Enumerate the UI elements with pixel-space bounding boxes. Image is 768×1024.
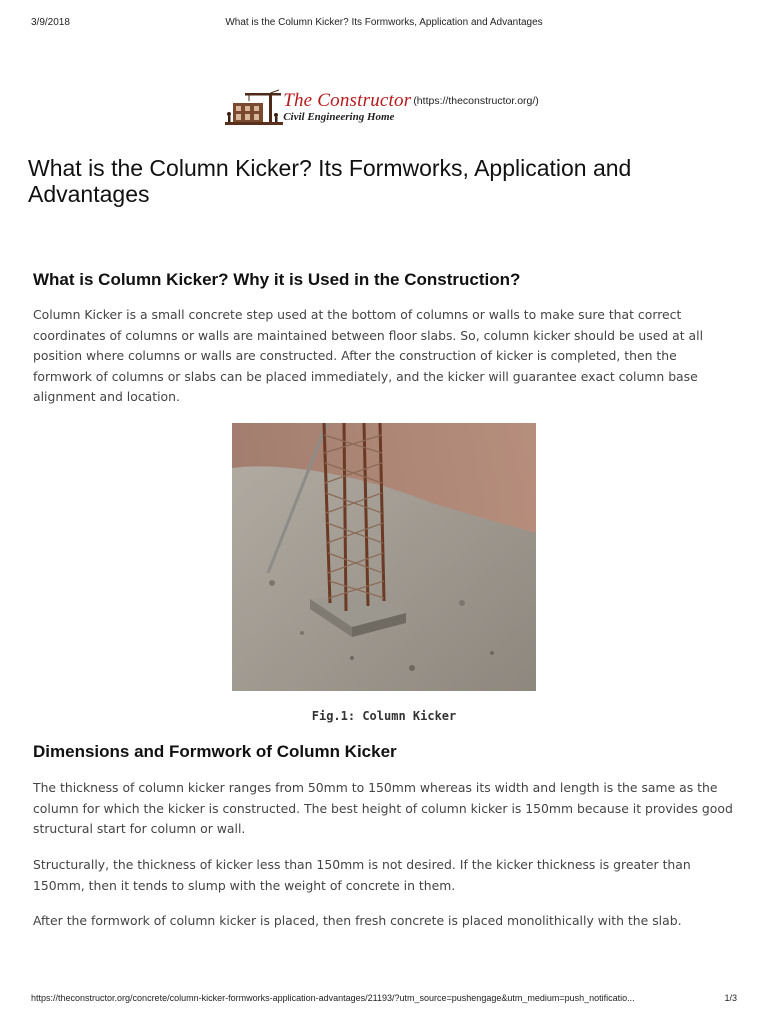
print-footer xyxy=(31,993,737,1007)
section-heading-dimensions: Dimensions and Formwork of Column Kicker xyxy=(33,742,397,761)
print-page-number: 1/3 xyxy=(724,993,737,1003)
section-heading-what-is-kicker: What is Column Kicker? Why it is Used in the Construction? xyxy=(33,270,521,289)
logo-text[interactable] xyxy=(283,91,411,123)
print-document-title: What is the Column Kicker? Its Formworks, Application and Advantages xyxy=(225,17,543,28)
print-footer-url: https://theconstructor.org/concrete/column-kicker-formworks-application-advantages/21193/?utm_source=pushengage&utm_medium=push_notificatio... xyxy=(31,993,635,1003)
paragraph-kicker-definition: Column Kicker is a small concrete step used at the bottom of columns or walls to make sure that correct coordinates of columns or walls are maintained between floor slabs. So, column kicker should be used at all position where columns or walls are constructed. After the construction of kicker is completed, then the formwork of columns or slabs can be placed immediately, and the kicker will guarantee exact column base alignment and location. xyxy=(33,307,704,405)
print-date: 3/9/2018 xyxy=(31,17,70,28)
figure-caption: Fig.1: Column Kicker xyxy=(311,709,457,723)
article-title: What is the Column Kicker? Its Formworks, Application and Advantages xyxy=(28,155,632,207)
logo-tagline: Civil Engineering Home xyxy=(283,111,395,123)
paragraph-structural-thickness: Structurally, the thickness of kicker less than 150mm is not desired. If the kicker thickness is greater than 150mm, then it tends to slump with the weight of concrete in them. xyxy=(33,857,691,893)
logo-url-link[interactable]: (https://theconstructor.org/) xyxy=(413,95,539,107)
paragraph-dimensions: The thickness of column kicker ranges from 50mm to 150mm whereas its width and length is the same as the column for which the kicker is constructed. The best height of column kicker is 150mm because it provides good structural start for column or wall. xyxy=(33,780,733,837)
print-header xyxy=(31,17,737,31)
column-kicker-photo xyxy=(232,423,536,691)
logo-name[interactable]: The Constructor xyxy=(283,90,412,111)
paragraph-monolithic-pour: After the formwork of column kicker is placed, then fresh concrete is placed monolithically with the slab. xyxy=(33,913,682,928)
building-construction-logo-icon[interactable] xyxy=(225,89,283,127)
column-kicker-photo-illustration xyxy=(232,423,536,691)
site-logo-row xyxy=(0,88,768,128)
